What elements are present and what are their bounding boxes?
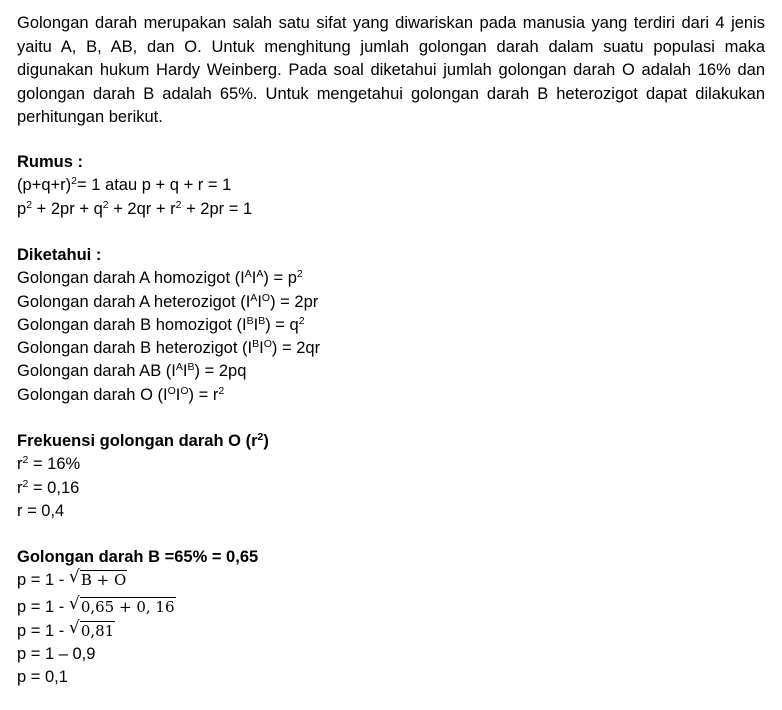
sqrt-icon: √ [68,567,80,588]
square-root [68,593,176,619]
calc-prefix: p = 1 - [17,597,69,616]
square-root [69,569,127,592]
frekuensi-o-line: $r^2 = 16\%$ [17,454,81,474]
calc-line [17,593,258,619]
rumus-section [17,151,252,221]
diketahui-item: Golongan darah B heterozigot $(I^BI^O) = 2qr$ [17,338,321,358]
diketahui-item: Golongan darah O $(I^OI^O) = r^2$ [17,384,225,404]
sqrt-radicand: 0,81 [80,621,115,640]
frekuensi-o-line: $r^2 = 0,16$ [17,477,80,497]
rumus-line-1: $(p+q+r)^2= 1$ atau p + q + r = 1 [17,175,232,195]
square-root [68,617,115,643]
calc-line [17,569,258,592]
sqrt-radicand: 0,65 + 0, 16 [80,597,175,616]
diketahui-item: Golongan darah AB $(I^AI^B) = 2pq$ [17,361,247,381]
calc-line: p = 0,1 [17,668,68,687]
intro-paragraph: Golongan darah merupakan salah satu sifat yang diwariskan pada manusia yang terdiri dari 4 jenis yaitu A, B, AB, dan O. Untuk menghitung jumlah golongan darah dalam suatu populasi maka digunakan hukum Hardy Weinberg. Pada soal diketahui jumlah golongan darah O adalah 16% dan golongan darah B adalah 65%. Untuk mengetahui golongan darah B heterozigot dapat dilakukan perhitungan berikut. [17,14,765,126]
frekuensi-o-heading: Frekuensi golongan darah O $(r^2)$ [17,431,269,450]
diketahui-item: Golongan darah B homozigot $(I^BI^B) = q^2$ [17,314,305,334]
calc-line: p = 1 – 0,9 [17,645,96,664]
diketahui-item: Golongan darah A homozigot $(I^AI^A) = p^2$ [17,268,303,288]
calc-line [17,617,258,643]
sqrt-icon: √ [68,617,80,638]
rumus-line-2: $p^2 + 2pr + q^2 + 2qr + r^2 + 2pr = 1$ [17,198,253,218]
frekuensi-o-line: r = 0,4 [17,501,65,520]
diketahui-heading: Diketahui : [17,246,102,264]
golongan-b-section [17,546,258,690]
diketahui-section [17,244,320,407]
sqrt-radicand: B + O [80,571,127,590]
frekuensi-o-section [17,430,269,523]
sqrt-icon: √ [68,593,80,614]
calc-prefix: p = 1 - [17,621,69,640]
calc-prefix: p = 1 - [17,571,69,590]
golongan-b-heading: Golongan darah B =65% = 0,65 [17,548,259,566]
diketahui-item: Golongan darah A heterozigot $(I^AI^O) = 2pr$ [17,291,319,311]
rumus-heading: Rumus : [17,153,83,171]
